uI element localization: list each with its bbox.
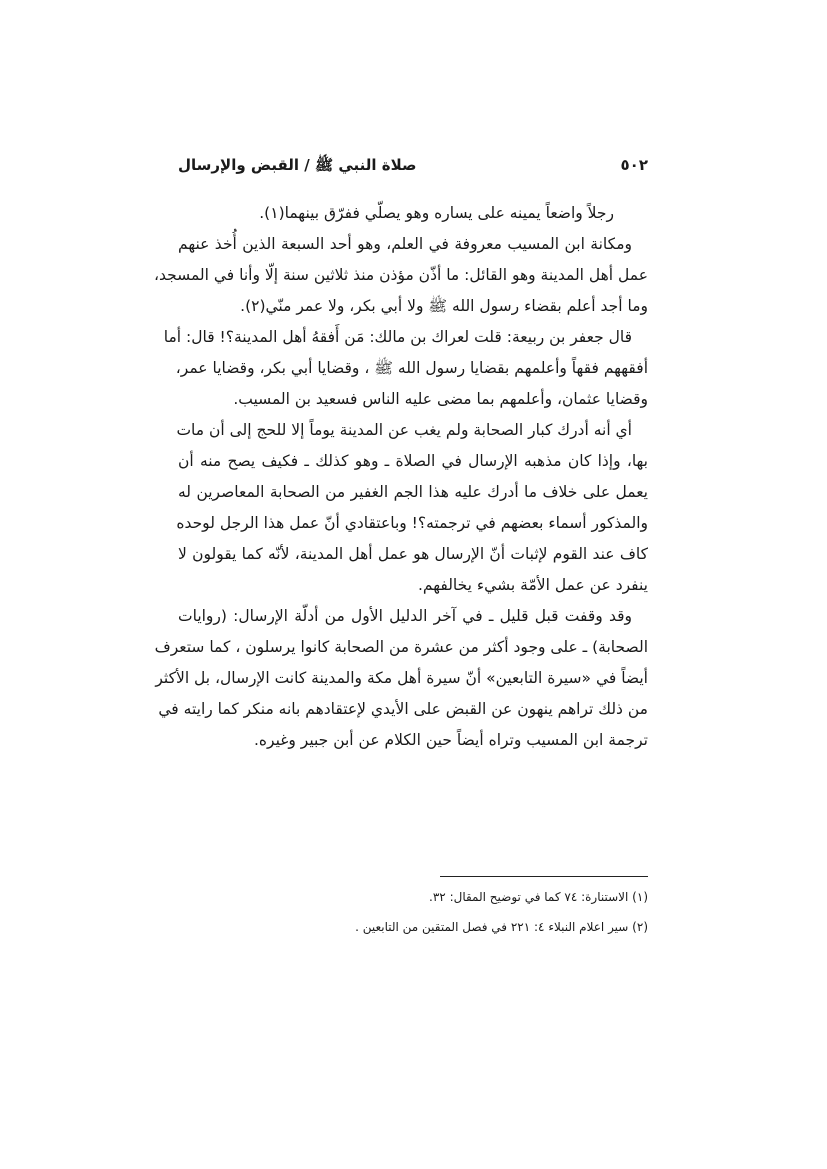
text-line: ترجمة ابن المسيب وتراه أيضاً حين الكلام عن أبن جبير وغيره. <box>253 731 648 749</box>
text-line: وقد وقفت قبل قليل ـ في آخر الدليل الأول من أدلّة الإرسال: (روايات <box>178 607 632 625</box>
text-line: وما أجد أعلم بقضاء رسول الله ﷺ ولا أبي بكر، ولا عمر منّي(٢). <box>240 297 648 315</box>
text-line: قال جعفر بن ربيعة: قلت لعراك بن مالك: مَن أَفقهُ أهل المدينة؟! قال: أما <box>163 328 632 346</box>
paragraph-1 <box>178 198 648 229</box>
running-title: صلاة النبي ﷺ / القبض والإرسال <box>178 156 417 174</box>
footnote-divider <box>440 876 648 877</box>
text-line: كاف عند القوم لإثبات أنّ الإرسال هو عمل أهل المدينة، لأنّه كما يقولون لا <box>178 545 648 563</box>
text-line: أي أنه أدرك كبار الصحابة ولم يغب عن المدينة يوماً إلا للحج إلى أن مات <box>176 421 632 439</box>
text-line: يعمل على خلاف ما أدرك عليه هذا الجم الغفير من الصحابة المعاصرين له <box>178 483 648 501</box>
page-number: ٥٠٢ <box>620 156 648 174</box>
text-line: من ذلك تراهم ينهون عن القبض على الأيدي لإعتقادهم بانه منكر كما رايته في <box>158 700 648 718</box>
text-line: والمذكور أسماء بعضهم في ترجمته؟! وباعتقادي أنّ عمل هذا الرجل لوحده <box>176 514 648 532</box>
footnote-2: (٢) سير اعلام النبلاء ٤: ٢٢١ في فصل المتقين من التابعين . <box>355 920 648 934</box>
text-line: رجلاً واضعاً يمينه على يساره وهو يصلّي ففرّق بينهما(١). <box>259 204 614 222</box>
footnote-1: (١) الاستنارة: ٧٤ كما في توضيح المقال: ٣٢. <box>429 890 648 904</box>
paragraph-3 <box>163 322 648 415</box>
text-line: عمل أهل المدينة وهو القائل: ما أذّن مؤذن منذ ثلاثين سنة إلّا وأنا في المسجد، <box>153 266 648 284</box>
text-line: ينفرد عن عمل الأمّة بشيء يخالفهم. <box>417 576 648 594</box>
paragraph-2 <box>153 229 648 322</box>
text-line: أفقههم فقهاً وأعلمهم بقضايا رسول الله ﷺ ، وقضايا أبي بكر، وقضايا عمر، <box>175 359 648 377</box>
body-text <box>153 198 648 756</box>
text-line: بها، وإذا كان مذهبه الإرسال في الصلاة ـ وهو كذلك ـ فكيف يصح منه أن <box>178 452 648 470</box>
paragraph-5 <box>154 601 648 756</box>
footnotes <box>178 882 648 942</box>
page-header <box>178 152 648 182</box>
text-line: أيضاً في «سيرة التابعين» أنّ سيرة أهل مكة والمدينة كانت الإرسال، بل الأكثر <box>155 669 648 687</box>
paragraph-4 <box>178 415 648 601</box>
text-line: وقضايا عثمان، وأعلمهم بما مضى عليه الناس فسعيد بن المسيب. <box>233 390 648 408</box>
text-line: الصحابة) ـ على وجود أكثر من عشرة من الصحابة كانوا يرسلون ، كما ستعرف <box>154 638 648 656</box>
text-line: ومكانة ابن المسيب معروفة في العلم، وهو أحد السبعة الذين أُخذ عنهم <box>178 235 632 253</box>
